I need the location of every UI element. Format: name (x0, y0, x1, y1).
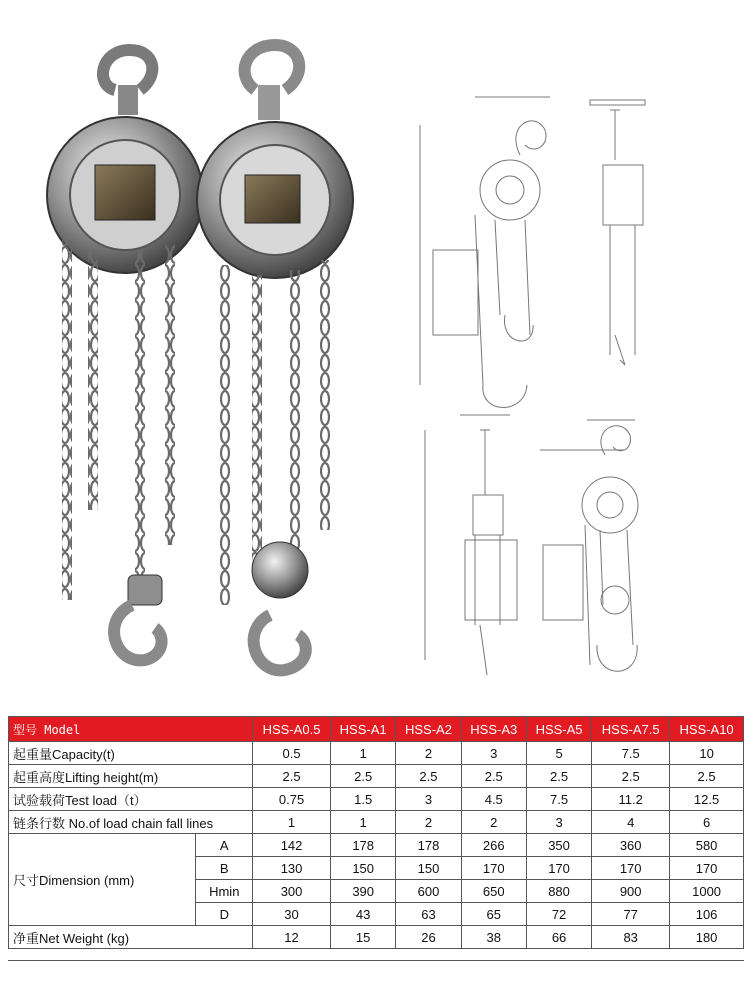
product-photo (40, 30, 370, 690)
table-cell: 350 (526, 834, 591, 857)
table-header-row (9, 717, 744, 742)
table-cell: 178 (396, 834, 461, 857)
table-cell: 2.5 (253, 765, 331, 788)
table-cell: 150 (331, 857, 396, 880)
table-cell: 170 (592, 857, 670, 880)
model-cell: HSS-A5 (526, 717, 591, 742)
table-cell: 170 (526, 857, 591, 880)
row-label: 链条行数 No.of load chain fall lines (9, 811, 253, 834)
drawing-front-view-small (420, 97, 550, 408)
table-cell: 66 (526, 926, 591, 949)
row-label: 起重高度Lifting height(m) (9, 765, 253, 788)
table-cell: 170 (461, 857, 526, 880)
table-cell: 1.5 (331, 788, 396, 811)
table-cell: 72 (526, 903, 591, 926)
table-cell: 26 (396, 926, 461, 949)
table-cell: 15 (331, 926, 396, 949)
technical-drawings (405, 85, 745, 685)
sub-label: D (196, 903, 253, 926)
table-cell: 0.75 (253, 788, 331, 811)
table-row (9, 765, 744, 788)
table-row (9, 742, 744, 765)
table-cell: 106 (670, 903, 744, 926)
table-cell: 1 (331, 742, 396, 765)
table-cell: 65 (461, 903, 526, 926)
table-cell: 300 (253, 880, 331, 903)
table-bottom-rule (8, 960, 744, 961)
table-cell: 880 (526, 880, 591, 903)
table-cell: 170 (670, 857, 744, 880)
table-cell: 4 (592, 811, 670, 834)
table-cell: 63 (396, 903, 461, 926)
model-cell: HSS-A1 (331, 717, 396, 742)
table-cell: 10 (670, 742, 744, 765)
model-cell: HSS-A3 (461, 717, 526, 742)
row-label: 净重Net Weight (kg) (9, 926, 253, 949)
table-cell: 3 (396, 788, 461, 811)
table-cell: 2.5 (461, 765, 526, 788)
spec-table (8, 716, 744, 949)
table-cell: 30 (253, 903, 331, 926)
model-cell: HSS-A2 (396, 717, 461, 742)
table-cell: 600 (396, 880, 461, 903)
table-row (9, 834, 744, 857)
model-cell: HSS-A0.5 (253, 717, 331, 742)
model-cell: HSS-A10 (670, 717, 744, 742)
drawing-side-view-small (590, 100, 645, 365)
table-cell: 2.5 (331, 765, 396, 788)
table-cell: 11.2 (592, 788, 670, 811)
left-hoist (47, 50, 203, 660)
table-cell: 1 (253, 811, 331, 834)
table-cell: 6 (670, 811, 744, 834)
row-label: 试验载荷Test load（t） (9, 788, 253, 811)
table-cell: 3 (526, 811, 591, 834)
table-row (9, 788, 744, 811)
table-cell: 180 (670, 926, 744, 949)
table-cell: 580 (670, 834, 744, 857)
table-cell: 7.5 (592, 742, 670, 765)
table-cell: 1 (331, 811, 396, 834)
table-cell: 1000 (670, 880, 744, 903)
drawing-side-view-large (425, 415, 517, 675)
sub-label: B (196, 857, 253, 880)
table-row (9, 926, 744, 949)
table-cell: 650 (461, 880, 526, 903)
table-cell: 5 (526, 742, 591, 765)
table-row (9, 811, 744, 834)
table-cell: 2.5 (396, 765, 461, 788)
table-cell: 83 (592, 926, 670, 949)
table-cell: 178 (331, 834, 396, 857)
table-cell: 150 (396, 857, 461, 880)
right-hoist (197, 45, 353, 670)
table-cell: 77 (592, 903, 670, 926)
table-cell: 2 (461, 811, 526, 834)
dimension-label: 尺寸Dimension (mm) (9, 834, 196, 926)
table-cell: 2.5 (592, 765, 670, 788)
table-cell: 3 (461, 742, 526, 765)
row-label: 起重量Capacity(t) (9, 742, 253, 765)
table-cell: 7.5 (526, 788, 591, 811)
table-cell: 38 (461, 926, 526, 949)
table-cell: 266 (461, 834, 526, 857)
table-cell: 12 (253, 926, 331, 949)
table-cell: 43 (331, 903, 396, 926)
table-cell: 12.5 (670, 788, 744, 811)
drawing-front-view-large (540, 420, 638, 671)
table-cell: 360 (592, 834, 670, 857)
model-cell: HSS-A7.5 (592, 717, 670, 742)
model-label: 型号 Model (9, 717, 253, 742)
table-cell: 4.5 (461, 788, 526, 811)
table-cell: 142 (253, 834, 331, 857)
sub-label: Hmin (196, 880, 253, 903)
table-cell: 0.5 (253, 742, 331, 765)
table-cell: 2 (396, 742, 461, 765)
table-cell: 900 (592, 880, 670, 903)
table-cell: 2.5 (670, 765, 744, 788)
table-cell: 2.5 (526, 765, 591, 788)
table-cell: 390 (331, 880, 396, 903)
sub-label: A (196, 834, 253, 857)
table-cell: 2 (396, 811, 461, 834)
table-cell: 130 (253, 857, 331, 880)
